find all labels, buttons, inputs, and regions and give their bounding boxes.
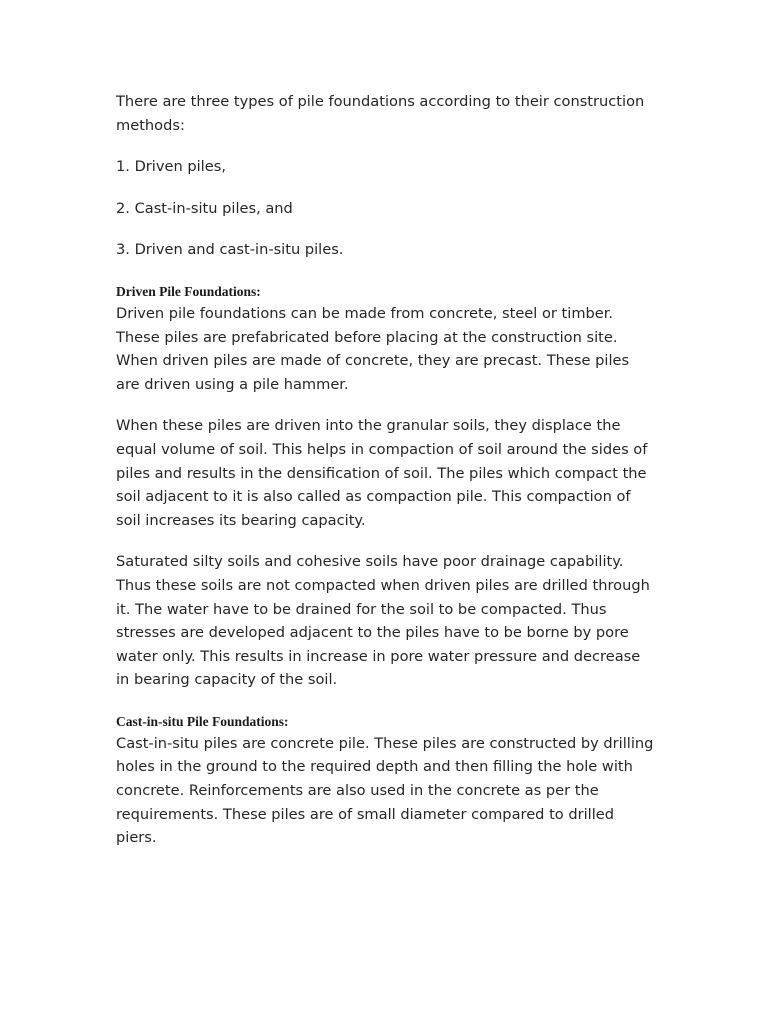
section-heading: Cast-in-situ Pile Foundations: — [116, 713, 289, 729]
section-driven-piles — [116, 280, 656, 692]
section-cast-in-situ-piles — [116, 710, 656, 850]
section-heading: Driven Pile Foundations: — [116, 283, 261, 299]
list-item: 2. Cast-in-situ piles, and — [116, 199, 293, 217]
body-paragraph: Saturated silty soils and cohesive soils have poor drainage capability. Thus these soils are not compacted when driven piles are drilled through it. The water have to be drained for the soil to be compacted. Thus stresses are developed adjacent to the piles have to be borne by pore water only. This results in increase in pore water pressure and decrease in bearing capacity of the soil. — [116, 553, 650, 689]
list-item: 3. Driven and cast-in-situ piles. — [116, 241, 344, 259]
construction-methods-list — [116, 155, 656, 262]
body-paragraph: Cast-in-situ piles are concrete pile. These piles are constructed by drilling holes in the ground to the required depth and then filling the hole with concrete. Reinforcements are also used in the concrete as per the requirements. These piles are of small diameter compared to drilled piers. — [116, 734, 654, 847]
body-paragraph: Driven pile foundations can be made from concrete, steel or timber. These piles are prefabricated before placing at the construction site. When driven piles are made of concrete, they are precast. These piles are driven using a pile hammer. — [116, 304, 630, 393]
body-paragraph: When these piles are driven into the granular soils, they displace the equal volume of soil. This helps in compaction of soil around the sides of piles and results in the densification of soil. The piles which compact the soil adjacent to it is also called as compaction pile. This compaction of soil increases its bearing capacity. — [116, 417, 648, 529]
list-item: 1. Driven piles, — [116, 158, 226, 176]
document-page — [116, 90, 656, 868]
intro-paragraph: There are three types of pile foundations according to their construction methods: — [116, 93, 645, 134]
